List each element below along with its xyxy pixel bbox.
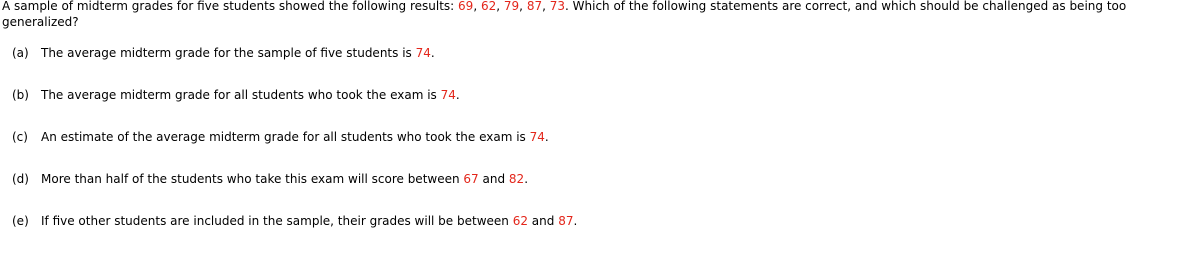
option-text-segment: and — [478, 172, 509, 186]
highlighted-value: 62 — [512, 214, 528, 228]
option-text — [41, 130, 549, 144]
option-letter: (b) — [12, 88, 29, 102]
highlighted-value: 74 — [415, 46, 431, 60]
option-a — [12, 46, 577, 88]
option-text-segment: . — [524, 172, 529, 186]
grade-value: 87 — [526, 0, 543, 13]
grade-value: 62 — [480, 0, 497, 13]
option-text-segment: The average midterm grade for all students who took the exam is — [41, 88, 441, 102]
option-letter: (a) — [12, 46, 29, 60]
highlighted-value: 74 — [440, 88, 456, 102]
option-text-segment: . — [430, 46, 435, 60]
option-text-segment: and — [527, 214, 559, 228]
option-text-segment: . — [544, 130, 549, 144]
question-outro: . Which of the following statements are correct, and which should be challenged as being too generalized? — [2, 0, 1127, 29]
option-text-segment: More than half of the students who take this exam will score between — [41, 172, 464, 186]
option-text-segment: The average midterm grade for the sample of five students is — [41, 46, 416, 60]
highlighted-value: 87 — [558, 214, 574, 228]
option-letter: (d) — [12, 172, 29, 186]
option-letter: (c) — [12, 130, 28, 144]
answer-options — [12, 46, 577, 256]
question-text: A sample of midterm grades for five students showed the following results: 69, 62, 79, 87, 73. Which of the following statements are correct, and which should be challenged as being too generalized? — [2, 0, 1127, 29]
option-text-segment: If five other students are included in the sample, their grades will be between — [41, 214, 513, 228]
option-text-segment: . — [455, 88, 460, 102]
option-text — [41, 172, 528, 186]
grade-value: 79 — [503, 0, 520, 13]
highlighted-value: 82 — [508, 172, 525, 186]
option-text-segment: An estimate of the average midterm grade for all students who took the exam is — [41, 130, 530, 144]
option-text — [41, 46, 435, 60]
question-intro: A sample of midterm grades for five students showed the following results: — [2, 0, 459, 13]
grade-value: 73 — [549, 0, 566, 13]
highlighted-value: 74 — [529, 130, 545, 144]
option-c — [12, 130, 577, 172]
option-text-segment: . — [573, 214, 578, 228]
highlighted-value: 67 — [463, 172, 479, 186]
option-letter: (e) — [12, 214, 29, 228]
option-e — [12, 214, 577, 256]
option-text — [41, 214, 577, 228]
option-d — [12, 172, 577, 214]
option-text — [41, 88, 460, 102]
grade-value: 69 — [458, 0, 474, 13]
option-b — [12, 88, 577, 130]
